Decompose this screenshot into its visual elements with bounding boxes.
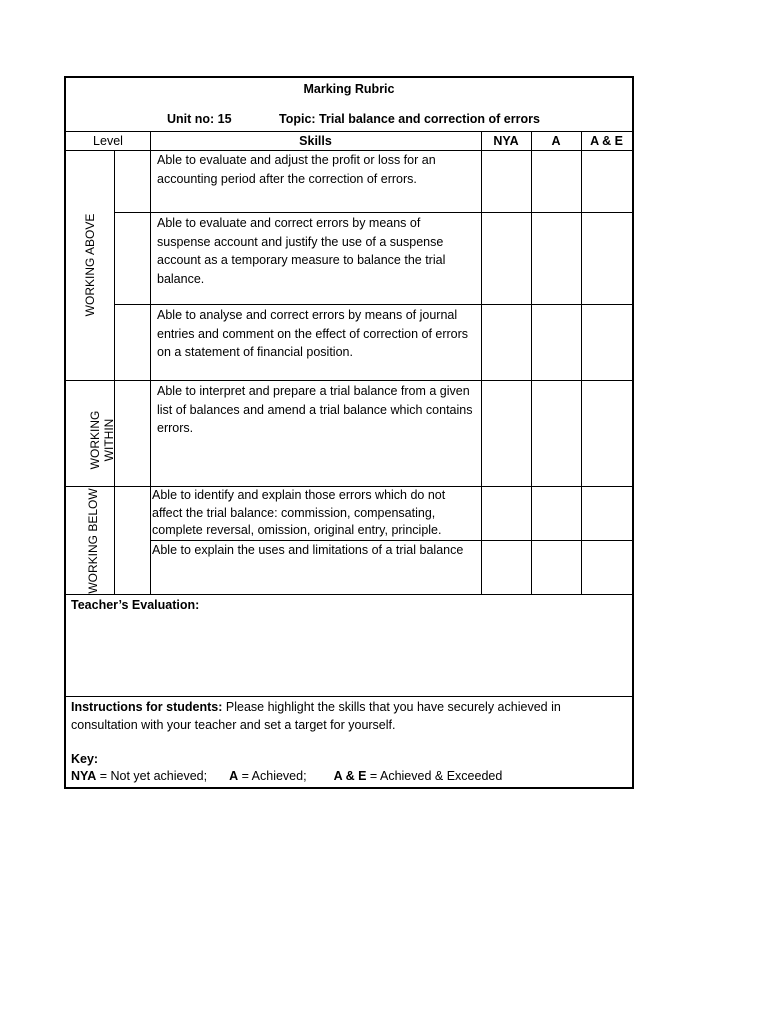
a-col-divider [531,131,532,594]
teacher-evaluation-label: Teacher’s Evaluation: [71,598,200,612]
level-working-within-line1: WORKING [88,410,102,470]
column-header-skills: Skills [299,134,332,148]
skill-row-4: Able to interpret and prepare a trial balance from a given list of balances and amend a trial balance which contains errors. [157,384,473,435]
evaluation-divider [66,696,632,697]
marking-rubric-table [64,76,634,789]
key-nya-term: NYA [71,769,97,783]
column-header-a: A [551,134,561,148]
instructions-text [71,698,627,734]
ae-col-divider [581,131,582,594]
key-a-def: = Achieved; [238,769,307,783]
instructions-body: Please highlight the skills that you have securely achieved in consultation with your teacher and set a target for yourself. [71,700,561,732]
column-header-level: Level [93,134,123,148]
unit-number: Unit no: 15 [167,112,232,126]
skills-col-divider [150,131,151,594]
page-title: Marking Rubric [303,82,395,96]
level-working-above: WORKING ABOVE [83,213,97,317]
key-ae-def: = Achieved & Exceeded [366,769,503,783]
topic-title: Topic: Trial balance and correction of errors [279,112,540,126]
table-bottom-divider [66,594,632,595]
nya-col-divider [481,131,482,594]
skill-row-2: Able to evaluate and correct errors by means of suspense account and justify the use of a suspense account as a temporary measure to balance the trial balance. [157,216,446,286]
key-nya-def: = Not yet achieved; [96,769,208,783]
key-label: Key: [71,752,99,766]
key-legend [71,767,502,785]
key-ae-term: A & E [333,769,367,783]
level-working-below: WORKING BELOW [86,488,100,594]
column-header-ae: A & E [590,134,623,148]
level-subcol-divider [114,150,115,594]
skill-row-3: Able to analyse and correct errors by means of journal entries and comment on the effect of correction of errors on a statement of financial position. [157,308,469,359]
skill-row-1: Able to evaluate and adjust the profit or loss for an accounting period after the correction of errors. [157,153,436,186]
row-divider-1 [114,212,632,213]
level-working-within-line2: WITHIN [102,418,116,462]
level-working-within [88,395,116,485]
column-header-nya: NYA [493,134,519,148]
skill-row-5: Able to identify and explain those errors which do not affect the trial balance: commission, compensating, complete reversal, omission, original entry, principle. [152,488,446,537]
row-divider-2 [114,304,632,305]
key-a-term: A [229,769,239,783]
skill-row-6: Able to explain the uses and limitations of a trial balance [152,543,464,557]
instructions-label: Instructions for students: [71,700,223,714]
